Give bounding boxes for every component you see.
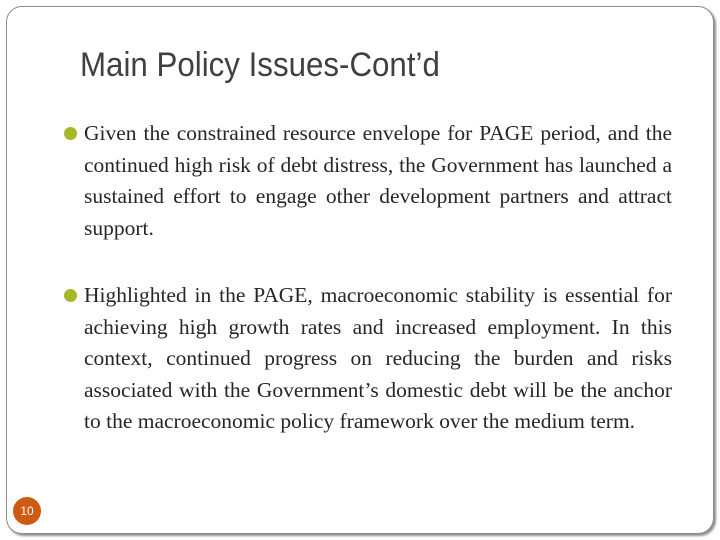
bullet-item xyxy=(62,280,672,438)
bullet-item xyxy=(62,118,672,244)
slide-title: Main Policy Issues-Cont’d xyxy=(80,46,440,84)
bullet-text: Highlighted in the PAGE, macroeconomic stability is essential for achieving high growth rates and increased employment. In this context, continued progress on reducing the burden and risks associated with the Government’s domestic debt will be the anchor to the macroeconomic policy framework over the medium term. xyxy=(84,283,672,433)
bullet-text: Given the constrained resource envelope for PAGE period, and the continued high risk of debt distress, the Government has launched a sustained effort to engage other development partners and attract support. xyxy=(84,121,672,240)
bullet-dot-icon xyxy=(64,127,77,140)
bullet-list xyxy=(62,118,672,474)
bullet-dot-icon xyxy=(64,289,77,302)
slide-number-badge: 10 xyxy=(13,497,41,525)
